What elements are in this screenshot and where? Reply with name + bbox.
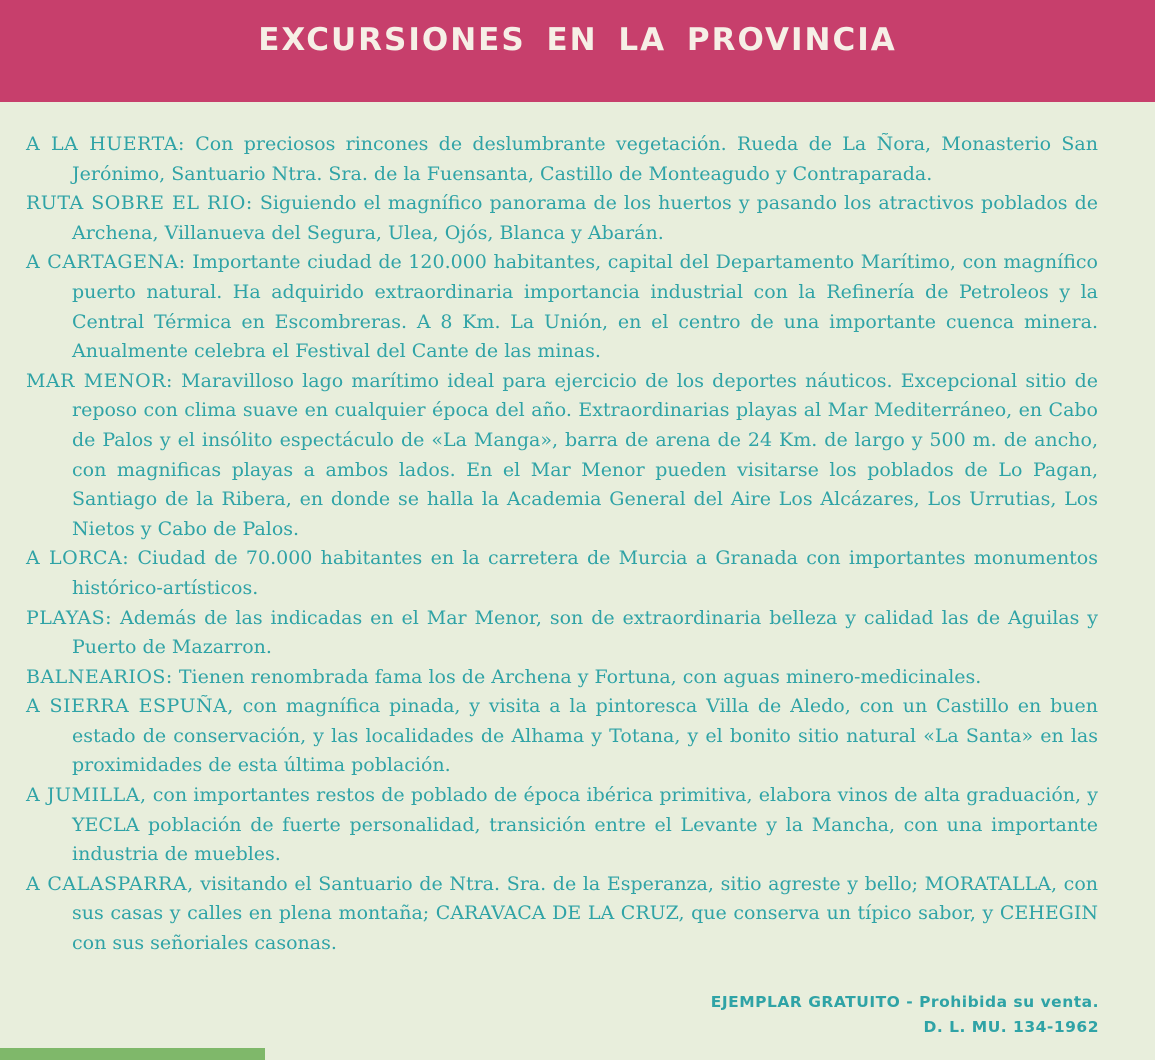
entry-lead: A LA HUERTA: bbox=[26, 133, 185, 155]
entry-sierra-espuna bbox=[26, 692, 1098, 781]
entry-lead: RUTA SOBRE EL RIO: bbox=[26, 192, 253, 215]
entry-text: Tienen renombrada fama los de Archena y Fortuna, con aguas minero-medicinales. bbox=[172, 665, 982, 688]
bottom-color-strip bbox=[0, 1048, 265, 1060]
entry-lead: BALNEARIOS: bbox=[26, 665, 173, 688]
entry-ruta-rio bbox=[26, 189, 1098, 248]
entry-calasparra bbox=[26, 870, 1098, 959]
entry-lorca bbox=[26, 544, 1098, 603]
entry-lead: MAR MENOR: bbox=[26, 369, 173, 392]
entry-text: Además de las indicadas en el Mar Menor, son de extraordinaria belleza y calidad las de Aguilas y Puerto de Mazarron. bbox=[72, 606, 1098, 659]
entry-text: Ciudad de 70.000 habitantes en la carretera de Murcia a Granada con importantes monumentos histórico-artísticos. bbox=[72, 547, 1099, 599]
entry-text: Importante ciudad de 120.000 habitantes, capital del Departamento Marítimo, con magnífico puerto natural. Ha adquirido extraordinaria importancia industrial con la Refinería de Petroleos y la Central Térmica en Escombreras. A 8 Km. La Unión, en el centro de una importante cuenca minera. Anualmente celebra el Festival del Cante de las minas. bbox=[72, 251, 1098, 363]
entry-text: Maravilloso lago marítimo ideal para ejercicio de los deportes náuticos. Excepcional sitio de reposo con clima suave en cualquier época del año. Extraordinarias playas al Mar Mediterráneo, en Cabo de Palos y el insólito espectáculo de «La Manga», barra de arena de 24 Km. de largo y 500 m. de ancho, con magnificas playas a ambos lados. En el Mar Menor pueden visitarse los poblados de Lo Pagan, Santiago de la Ribera, en donde se halla la Academia General del Aire Los Alcázares, Los Urrutias, Los Nietos y Cabo de Palos. bbox=[72, 369, 1098, 540]
entry-lead: A LORCA: bbox=[26, 547, 130, 570]
entry-text: Con preciosos rincones de deslumbrante vegetación. Rueda de La Ñora, Monasterio San Jerónimo, Santuario Ntra. Sra. de la Fuensanta, Castillo de Monteagudo y Contraparada. bbox=[72, 133, 1098, 185]
legal-footer bbox=[711, 990, 1099, 1040]
entry-cartagena bbox=[26, 248, 1098, 366]
entry-lead: PLAYAS: bbox=[26, 606, 113, 629]
entry-mar-menor bbox=[26, 367, 1098, 545]
entry-text: visitando el Santuario de Ntra. Sra. de la Esperanza, sitio agreste y bello; MORATALLA, con sus casas y calles en plena montaña; CARAVACA DE LA CRUZ, que conserva un típico sabor, y CEHEGIN con sus señoriales casonas. bbox=[72, 872, 1098, 955]
header-banner bbox=[0, 0, 1155, 102]
entry-playas bbox=[26, 604, 1098, 663]
entry-text: con importantes restos de poblado de época ibérica primitiva, elabora vinos de alta graduación, y YECLA población de fuerte personalidad, transición entre el Levante y la Mancha, con una importante industria de muebles. bbox=[72, 784, 1098, 866]
legal-deposit: D. L. MU. 134-1962 bbox=[923, 1018, 1099, 1036]
entry-jumilla bbox=[26, 781, 1098, 870]
entry-lead: A SIERRA ESPUÑA, bbox=[26, 695, 234, 718]
entry-lead: A CARTAGENA: bbox=[26, 251, 186, 274]
entry-huerta bbox=[26, 130, 1098, 189]
excursions-list bbox=[26, 130, 1098, 959]
entry-balnearios bbox=[26, 663, 1098, 693]
entry-text: con magnífica pinada, y visita a la pintoresca Villa de Aledo, con un Castillo en buen estado de conservación, y las localidades de Alhama y Totana, y el bonito sitio natural «La Santa» en las proximidades de esta última población. bbox=[72, 695, 1098, 777]
page-title: EXCURSIONES EN LA PROVINCIA bbox=[258, 22, 897, 58]
free-copy-notice: EJEMPLAR GRATUITO - Prohibida su venta. bbox=[710, 993, 1099, 1011]
entry-lead: A JUMILLA, bbox=[26, 784, 147, 807]
entry-text: Siguiendo el magnífico panorama de los huertos y pasando los atractivos poblados de Archena, Villanueva del Segura, Ulea, Ojós, Blanca y Abarán. bbox=[72, 192, 1098, 244]
entry-lead: A CALASPARRA, bbox=[26, 872, 194, 895]
